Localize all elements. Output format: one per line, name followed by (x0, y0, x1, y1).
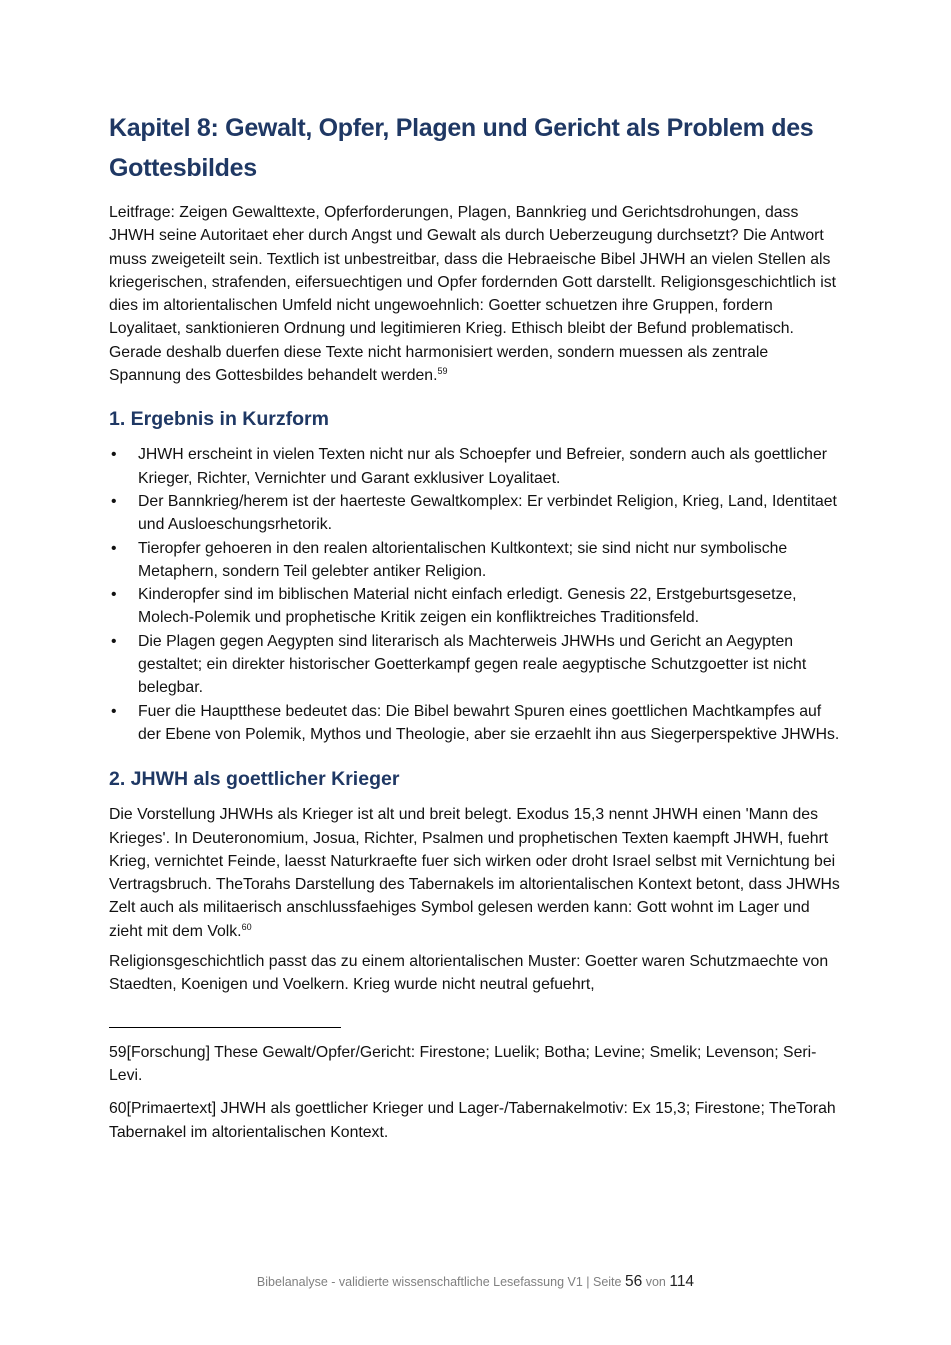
section-heading-2: 2. JHWH als goettlicher Krieger (109, 768, 400, 791)
footnote-ref-60[interactable]: 60 (241, 921, 252, 932)
body-paragraph (109, 803, 844, 943)
footnote-ref-59[interactable]: 59 (437, 366, 448, 377)
intro-text: Leitfrage: Zeigen Gewalttexte, Opferforderungen, Plagen, Bannkrieg und Gerichtsdrohungen, dass JHWH seine Autoritaet eher durch Angst und Gewalt als durch Ueberzeugung durchsetzt? Die Antwort muss zweigeteilt sein. Textlich ist unbestreitbar, dass die Hebraeische Bibel JHWH an vielen Stellen als kriegerischen, strafenden, eifersuechtigen und Opfer fordernden Gott darstellt. Religionsgeschichtlich ist dies im altorientalischen Umfeld nicht ungewoehnlich: Goetter schuetzen ihre Gruppen, fordern Loyalitaet, sanktionieren Ordnung und legitimieren Krieg. Ethisch bleibt der Befund problematisch. Gerade deshalb duerfen diese Texte nicht harmonisiert werden, sondern muessen als zentrale Spannung des Gottesbildes behandelt werden. (109, 204, 837, 385)
footnote-59: 59[Forschung] These Gewalt/Opfer/Gericht: Firestone; Luelik; Botha; Levine; Smelik; Levenson; Seri-Levi. (109, 1043, 817, 1084)
page-footer (0, 1273, 951, 1291)
footnote-60: 60[Primaertext] JHWH als goettlicher Krieger und Lager-/Tabernakelmotiv: Ex 15,3; Firestone; TheTorah Tabernakel im altorientalischen Kontext. (109, 1100, 836, 1141)
list-item (109, 537, 844, 584)
page-number: 56 (624, 1273, 643, 1290)
bullet-icon: • (111, 586, 117, 604)
bullet-icon: • (111, 632, 117, 650)
list-item-text: Fuer die Hauptthese bedeutet das: Die Bibel bewahrt Spuren eines goettlichen Machtkampfes auf der Ebene von Polemik, Mythos und Theologie, aber sie erzaehlt ihn aus Siegerperspektive JHWHs. (138, 702, 840, 743)
bullet-icon: • (111, 702, 117, 720)
summary-list (109, 443, 844, 746)
bullet-icon: • (111, 539, 117, 557)
list-item (109, 630, 844, 700)
list-item-text: JHWH erscheint in vielen Texten nicht nur als Schoepfer und Befreier, sondern auch als goettlicher Krieger, Richter, Vernichter und Garant exklusiver Loyalitaet. (138, 446, 827, 487)
footnote-separator (109, 1027, 341, 1028)
list-item (109, 700, 844, 747)
page-total: 114 (669, 1273, 695, 1290)
footer-text: Bibelanalyse - validierte wissenschaftliche Lesefassung V1 | Seite (256, 1275, 622, 1289)
bullet-icon: • (111, 446, 117, 464)
paragraph-text: Die Vorstellung JHWHs als Krieger ist alt und breit belegt. Exodus 15,3 nennt JHWH einen 'Mann des Krieges'. In Deuteronomium, Josua, Richter, Psalmen und prophetischen Texten kaempft JHWH, fuehrt Krieg, vernichtet Feinde, laesst Naturkraefte fuer sich wirken oder droht Israel selbst mit Vernichtung bei Vertragsbruch. TheTorahs Darstellung des Tabernakels im altorientalischen Kontext betont, dass JHWHs Zelt auch als militaerisch anschlussfaehiges Symbol gelesen werden kann: Gott wohnt im Lager und zieht mit dem Volk. (109, 806, 840, 940)
list-item-text: Der Bannkrieg/herem ist der haerteste Gewaltkomplex: Er verbindet Religion, Krieg, Land, Identitaet und Ausloeschungsrhetorik. (138, 492, 837, 534)
page-content (109, 108, 844, 1154)
body-paragraph (109, 950, 844, 997)
list-item-text: Tieropfer gehoeren in den realen altorientalischen Kultkontext; sie sind nicht nur symbolische Metaphern, sondern Teil gelebter antiker Religion. (138, 539, 788, 580)
bullet-icon: • (111, 492, 117, 510)
chapter-title: Kapitel 8: Gewalt, Opfer, Plagen und Gericht als Problem des Gottesbildes (109, 114, 814, 182)
paragraph-text: Religionsgeschichtlich passt das zu einem altorientalischen Muster: Goetter waren Schutzmaechte von Staedten, Koenigen und Voelkern. Krieg wurde nicht neutral gefuehrt, (109, 953, 829, 994)
list-item-text: Die Plagen gegen Aegypten sind literarisch als Machterweis JHWHs und Gericht an Aegypten gestaltet; ein direkter historischer Goetterkampf gegen reale aegyptische Schutzgoetter ist nicht belegbar. (138, 632, 807, 697)
list-item (109, 583, 844, 630)
list-item (109, 443, 844, 490)
intro-paragraph (109, 201, 844, 387)
section-heading-1: 1. Ergebnis in Kurzform (109, 408, 329, 431)
list-item (109, 490, 844, 537)
list-item-text: Kinderopfer sind im biblischen Material nicht einfach erledigt. Genesis 22, Erstgeburtsgesetze, Molech-Polemik und prophetische Kritik zeigen ein konfliktreiches Traditionsfeld. (138, 586, 797, 627)
footer-of: von (645, 1275, 666, 1289)
